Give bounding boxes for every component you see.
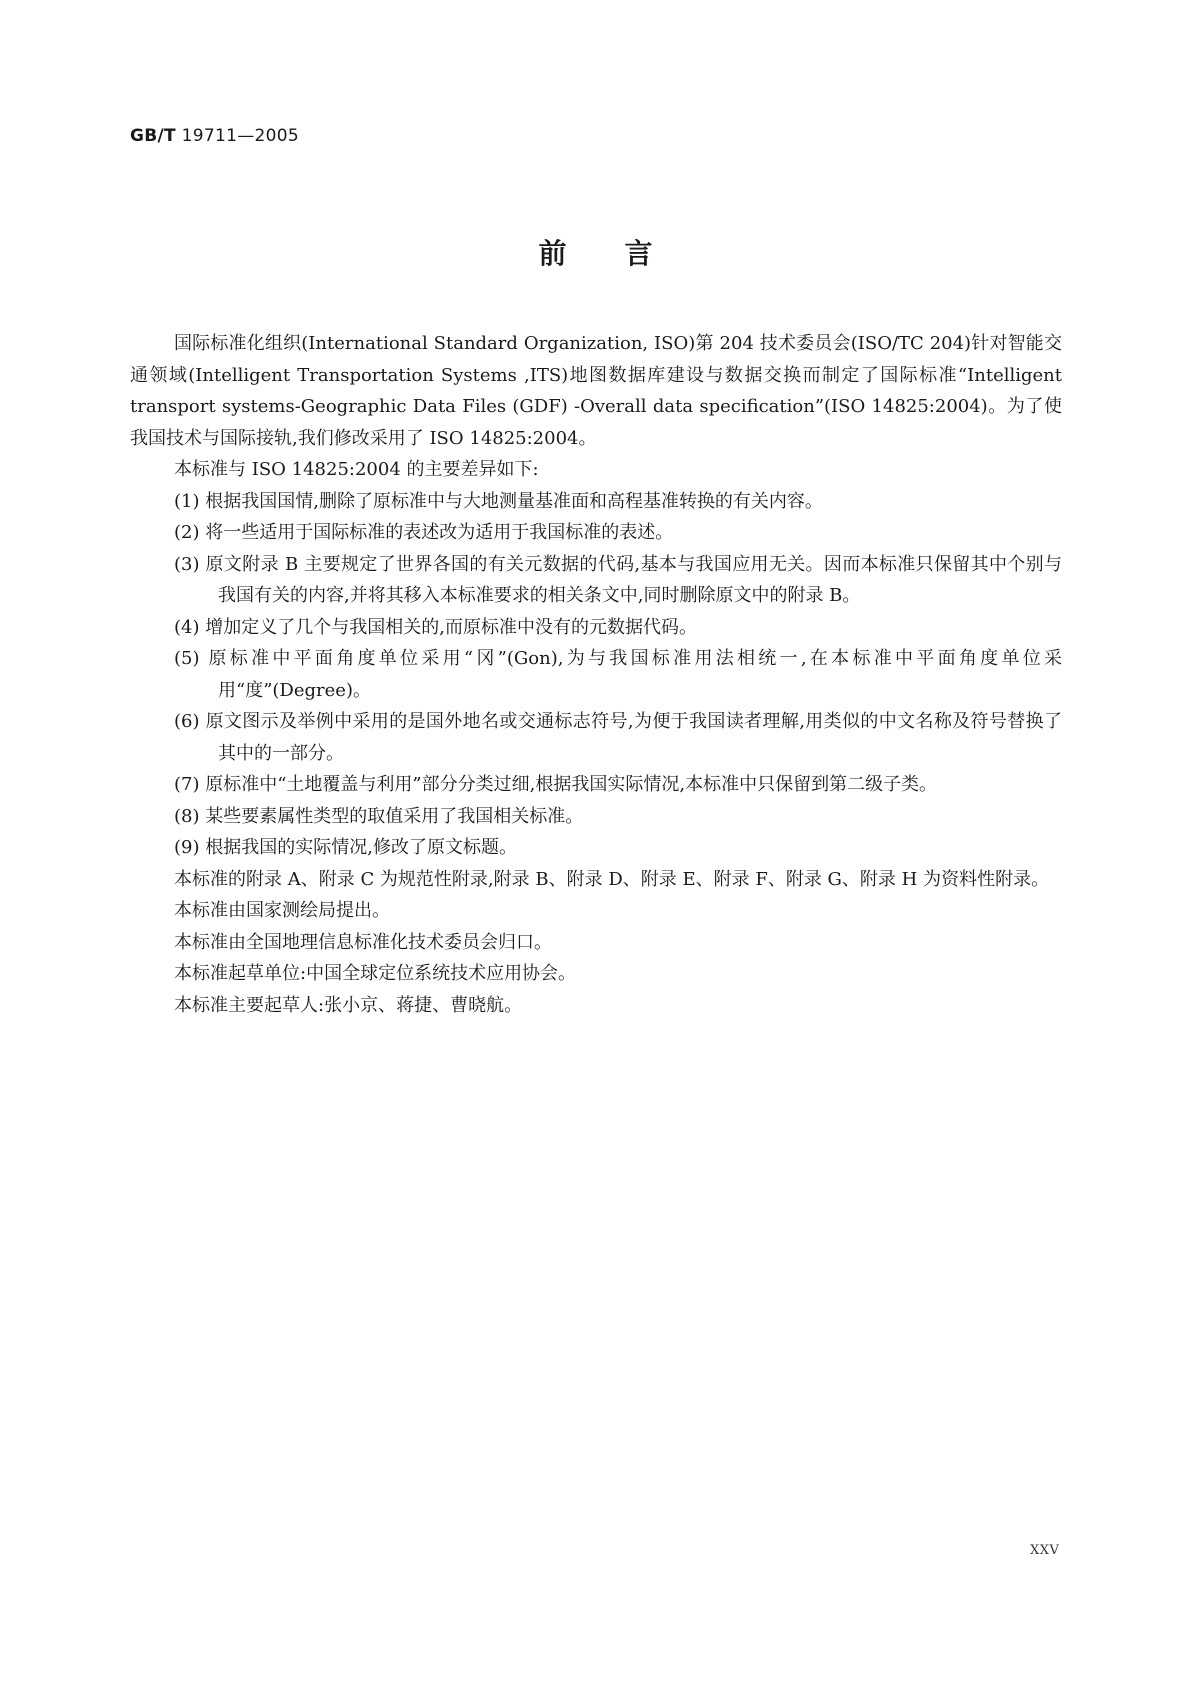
doc-id-number: 19711—2005 <box>181 126 299 146</box>
document-body <box>130 328 1062 1021</box>
difference-item-3: (3) 原文附录 B 主要规定了世界各国的有关元数据的代码,基本与我国应用无关。因而本标准只保留其中个别与我国有关的内容,并将其移入本标准要求的相关条文中,同时删除原文中的附录 B。 <box>174 553 1062 606</box>
page-number: XXV <box>1030 1543 1060 1558</box>
differences-heading: 本标准与 ISO 14825:2004 的主要差异如下: <box>174 459 539 480</box>
drafting-unit-statement: 本标准起草单位:中国全球定位系统技术应用协会。 <box>174 963 577 984</box>
doc-id-prefix: GB/T <box>130 126 176 146</box>
document-identifier <box>130 126 299 146</box>
difference-item-8: (8) 某些要素属性类型的取值采用了我国相关标准。 <box>174 805 584 827</box>
difference-item-6: (6) 原文图示及举例中采用的是国外地名或交通标志符号,为便于我国读者理解,用类似的中文名称及符号替换了其中的一部分。 <box>174 711 1062 764</box>
intro-paragraph: 国际标准化组织(International Standard Organization, ISO)第 204 技术委员会(ISO/TC 204)针对智能交通领域(Intelligent Transportation Systems ,ITS)地图数据库建设与数据交换而制定了国际标准“Intelligent transport systems-Geographic Data Files (GDF) -Overall data specification”(ISO 14825:2004)。为了使我国技术与国际接轨,我们修改采用了 ISO 14825:2004。 <box>130 333 1062 449</box>
proposer-statement: 本标准由国家测绘局提出。 <box>174 900 390 921</box>
difference-item-2: (2) 将一些适用于国际标准的表述改为适用于我国标准的表述。 <box>174 522 674 543</box>
difference-item-9: (9) 根据我国的实际情况,修改了原文标题。 <box>174 837 517 858</box>
difference-item-4: (4) 增加定义了几个与我国相关的,而原标准中没有的元数据代码。 <box>174 616 697 638</box>
page-title: 前言 <box>538 237 711 270</box>
difference-item-7: (7) 原标准中“土地覆盖与利用”部分分类过细,根据我国实际情况,本标准中只保留到第二级子类。 <box>174 774 938 795</box>
drafters-statement: 本标准主要起草人:张小京、蒋捷、曹晓航。 <box>174 994 523 1016</box>
difference-item-5: (5) 原标准中平面角度单位采用“冈”(Gon),为与我国标准用法相统一,在本标准中平面角度单位采用“度”(Degree)。 <box>174 648 1062 701</box>
annex-statement: 本标准的附录 A、附录 C 为规范性附录,附录 B、附录 D、附录 E、附录 F、附录 G、附录 H 为资料性附录。 <box>174 868 1050 890</box>
difference-item-1: (1) 根据我国国情,删除了原标准中与大地测量基准面和高程基准转换的有关内容。 <box>174 490 823 512</box>
committee-statement: 本标准由全国地理信息标准化技术委员会归口。 <box>174 931 552 953</box>
